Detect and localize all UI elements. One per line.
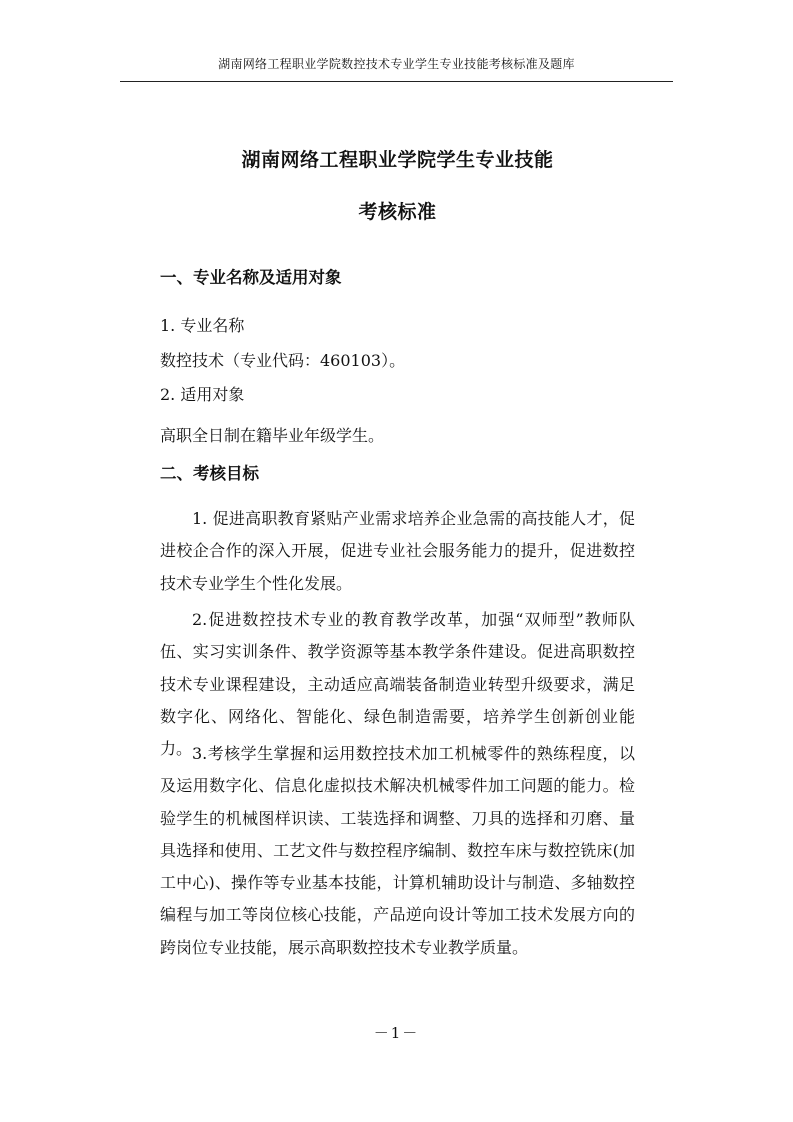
item-value-major-name: 数控技术（专业代码：460103）。 bbox=[160, 351, 406, 370]
paragraph-objective-2: 2.促进数控技术专业的教育教学改革，加强“双师型”教师队伍、实习实训条件、教学资源等基本教学条件建设。促进高职数控技术专业课程建设，主动适应高端装备制造业转型升级要求，满足数字化、网络化、智能化、绿色制造需要，培养学生创新创业能力。 bbox=[160, 610, 635, 759]
document-title-line-1: 湖南网络工程职业学院学生专业技能 bbox=[241, 149, 554, 171]
section-heading-2: 二、考核目标 bbox=[160, 464, 259, 483]
item-label-major-name: 1. 专业名称 bbox=[160, 316, 245, 335]
section-heading-1: 一、专业名称及适用对象 bbox=[160, 268, 342, 287]
item-label-target: 2. 适用对象 bbox=[160, 385, 245, 404]
paragraph-objective-3: 3.考核学生掌握和运用数控技术加工机械零件的熟练程度，以及运用数字化、信息化虚拟技术解决机械零件加工问题的能力。检验学生的机械图样识读、工装选择和调整、刀具的选择和刃磨、量具选择和使用、工艺文件与数控程序编制、数控车床与数控铣床(加工中心)、操作等专业基本技能，计算机辅助设计与制造、多轴数控编程与加工等岗位核心技能，产品逆向设计等加工技术发展方向的跨岗位专业技能，展示高职数控技术专业教学质量。 bbox=[160, 744, 635, 957]
paragraph-objective-1: 1. 促进高职教育紧贴产业需求培养企业急需的高技能人才，促进校企合作的深入开展，促进专业社会服务能力的提升，促进数控技术专业学生个性化发展。 bbox=[160, 509, 635, 593]
running-header: 湖南网络工程职业学院数控技术专业学生专业技能考核标准及题库 bbox=[218, 57, 575, 71]
document-title-line-2: 考核标准 bbox=[358, 201, 437, 223]
page-number: －1－ bbox=[373, 1024, 420, 1042]
header-rule bbox=[120, 81, 673, 82]
item-value-target: 高职全日制在籍毕业年级学生。 bbox=[160, 426, 385, 445]
